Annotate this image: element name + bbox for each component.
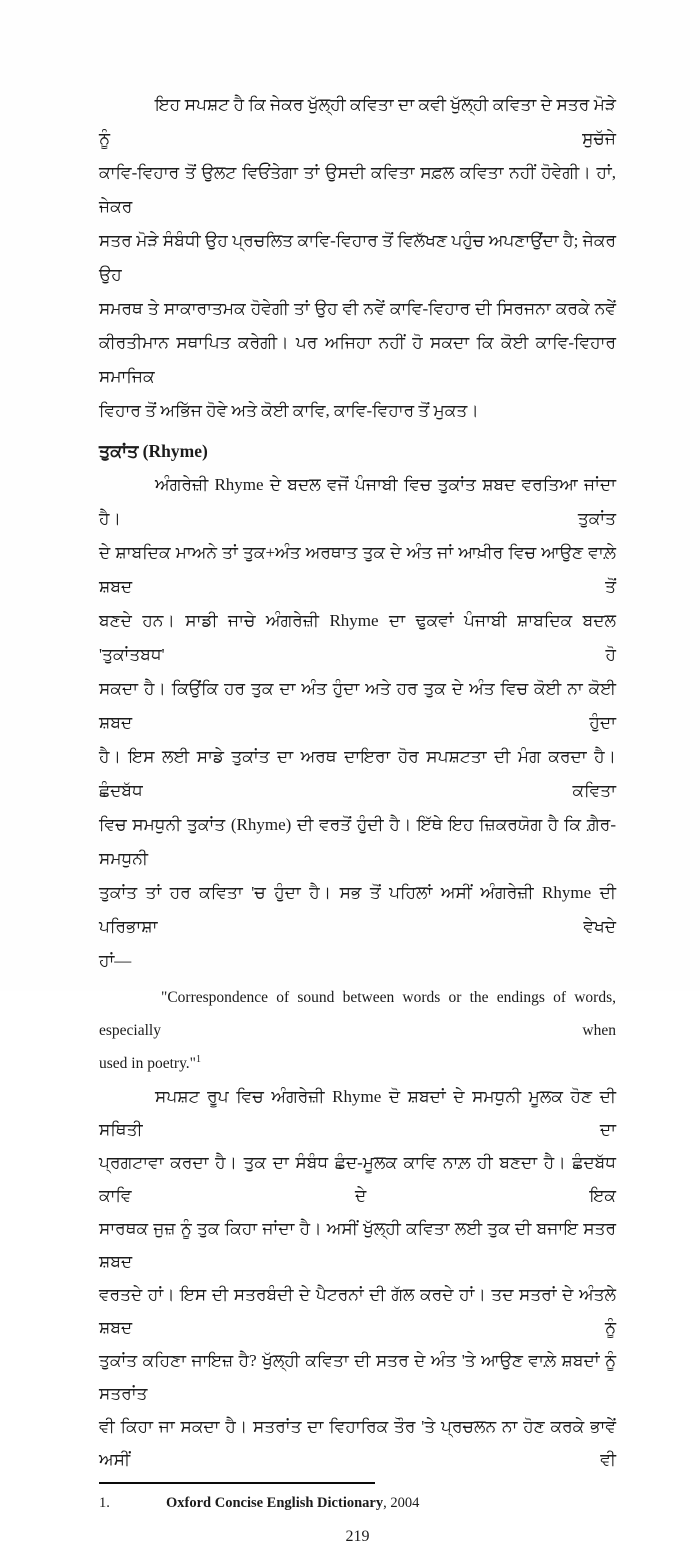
quote-line: "Correspondence of sound between words or the endings of words, especially when [99, 989, 616, 1039]
footnote-separator [99, 1482, 375, 1484]
text-column [99, 0, 616, 1548]
paragraph-line: ਵਰਤਦੇ ਹਾਂ। ਇਸ ਦੀ ਸਤਰਬੰਦੀ ਦੇ ਪੈਟਰਨਾਂ ਦੀ ਗੱਲ ਕਰਦੇ ਹਾਂ। ਤਦ ਸਤਰਾਂ ਦੇ ਅੰਤਲੇ ਸ਼ਬਦ ਨੂੰ [99, 1285, 616, 1337]
paragraph-line: ਸਤਰ ਮੋੜੇ ਸੰਬੰਧੀ ਉਹ ਪ੍ਰਚਲਿਤ ਕਾਵਿ-ਵਿਹਾਰ ਤੋਂ ਵਿਲੱਖਣ ਪਹੁੰਚ ਅਪਣਾਉਂਦਾ ਹੈ; ਜੇਕਰ ਉਹ [99, 231, 616, 284]
footnote-reference: 1 [196, 1053, 202, 1065]
paragraph-line: ਦੇ ਸ਼ਾਬਦਿਕ ਮਾਅਨੇ ਤਾਂ ਤੁਕ+ਅੰਤ ਅਰਥਾਤ ਤੁਕ ਦੇ ਅੰਤ ਜਾਂ ਆਖ਼ੀਰ ਵਿਚ ਆਉਣ ਵਾਲ਼ੇ ਸ਼ਬਦ ਤੋਂ [99, 543, 616, 596]
footnote-source-year: , 2004 [383, 1495, 420, 1511]
paragraph-1 [99, 0, 616, 428]
section-heading [99, 434, 616, 468]
quote-line [99, 1047, 616, 1080]
paragraph-2 [99, 468, 616, 978]
paragraph-line: ਹੈ। ਇਸ ਲਈ ਸਾਡੇ ਤੁਕਾਂਤ ਦਾ ਅਰਥ ਦਾਇਰਾ ਹੋਰ ਸਪਸ਼ਟਤਾ ਦੀ ਮੰਗ ਕਰਦਾ ਹੈ। ਛੰਦਬੱਧ ਕਵਿਤਾ [99, 747, 616, 800]
paragraph-3 [99, 1080, 616, 1476]
paragraph-line: ਕਾਵਿ-ਵਿਹਾਰ ਤੋਂ ਉਲਟ ਵਿਓਂਤੇਗਾ ਤਾਂ ਉਸਦੀ ਕਵਿਤਾ ਸਫ਼ਲ ਕਵਿਤਾ ਨਹੀਂ ਹੋਵੇਗੀ। ਹਾਂ, ਜੇਕਰ [99, 163, 616, 216]
section-heading-latin: (Rhyme) [142, 441, 208, 461]
paragraph-line: ਸਕਦਾ ਹੈ। ਕਿਉਂਕਿ ਹਰ ਤੁਕ ਦਾ ਅੰਤ ਹੁੰਦਾ ਅਤੇ ਹਰ ਤੁਕ ਦੇ ਅੰਤ ਵਿਚ ਕੋਈ ਨਾ ਕੋਈ ਸ਼ਬਦ ਹੁੰਦਾ [99, 679, 616, 732]
paragraph-line: ਬਣਦੇ ਹਨ। ਸਾਡੀ ਜਾਚੇ ਅੰਗਰੇਜ਼ੀ Rhyme ਦਾ ਢੁਕਵਾਂ ਪੰਜਾਬੀ ਸ਼ਾਬਦਿਕ ਬਦਲ 'ਤੁਕਾਂਤਬਧ' ਹੋ [99, 611, 616, 664]
paragraph-line: ਵਿਚ ਸਮਧੁਨੀ ਤੁਕਾਂਤ (Rhyme) ਦੀ ਵਰਤੋਂ ਹੁੰਦੀ ਹੈ। ਇੱਥੇ ਇਹ ਜ਼ਿਕਰਯੋਗ ਹੈ ਕਿ ਗ਼ੈਰ-ਸਮਧੁਨੀ [99, 815, 616, 868]
paragraph-line: ਸਪਸ਼ਟ ਰੂਪ ਵਿਚ ਅੰਗਰੇਜ਼ੀ Rhyme ਦੋ ਸ਼ਬਦਾਂ ਦੇ ਸਮਧੁਨੀ ਮੂਲਕ ਹੋਣ ਦੀ ਸਥਿਤੀ ਦਾ [99, 1087, 616, 1139]
paragraph-line: ਤੁਕਾਂਤ ਕਹਿਣਾ ਜਾਇਜ਼ ਹੈ? ਖੁੱਲ੍ਹੀ ਕਵਿਤਾ ਦੀ ਸਤਰ ਦੇ ਅੰਤ 'ਤੇ ਆਉਣ ਵਾਲ਼ੇ ਸ਼ਬਦਾਂ ਨੂੰ ਸਤਰਾਂਤ [99, 1351, 616, 1403]
footnote-number: 1. [99, 1495, 110, 1511]
paragraph-line: ਵੀ ਕਿਹਾ ਜਾ ਸਕਦਾ ਹੈ। ਸਤਰਾਂਤ ਦਾ ਵਿਹਾਰਿਕ ਤੌਰ 'ਤੇ ਪ੍ਰਚਲਨ ਨਾ ਹੋਣ ਕਰਕੇ ਭਾਵੇਂ ਅਸੀਂ ਵੀ [99, 1417, 616, 1469]
paragraph-line: ਪ੍ਰਗਟਾਵਾ ਕਰਦਾ ਹੈ। ਤੁਕ ਦਾ ਸੰਬੰਧ ਛੰਦ-ਮੂਲਕ ਕਾਵਿ ਨਾਲ਼ ਹੀ ਬਣਦਾ ਹੈ। ਛੰਦਬੱਧ ਕਾਵਿ ਦੇ ਇਕ [99, 1153, 616, 1205]
paragraph-line: ਸਾਰਥਕ ਜੁਜ਼ ਨੂੰ ਤੁਕ ਕਿਹਾ ਜਾਂਦਾ ਹੈ। ਅਸੀਂ ਖੁੱਲ੍ਹੀ ਕਵਿਤਾ ਲਈ ਤੁਕ ਦੀ ਬਜਾਇ ਸਤਰ ਸ਼ਬਦ [99, 1219, 616, 1271]
quote-text: used in poetry." [99, 1055, 197, 1072]
section-heading-gurmukhi: ਤੁਕਾਂਤ [99, 441, 139, 461]
paragraph-line: ਅੰਗਰੇਜ਼ੀ Rhyme ਦੇ ਬਦਲ ਵਜੋਂ ਪੰਜਾਬੀ ਵਿਚ ਤੁਕਾਂਤ ਸ਼ਬਦ ਵਰਤਿਆ ਜਾਂਦਾ ਹੈ। ਤੁਕਾਂਤ [99, 475, 616, 528]
english-quote [99, 981, 616, 1080]
paragraph-line: ਹਾਂ— [99, 951, 132, 970]
paragraph-line: ਤੁਕਾਂਤ ਤਾਂ ਹਰ ਕਵਿਤਾ 'ਚ ਹੁੰਦਾ ਹੈ। ਸਭ ਤੋਂ ਪਹਿਲਾਂ ਅਸੀਂ ਅੰਗਰੇਜ਼ੀ Rhyme ਦੀ ਪਰਿਭਾਸ਼ਾ ਵੇਖਦੇ [99, 883, 616, 936]
paragraph-line: ਸਮਰਥ ਤੇ ਸਾਕਾਰਾਤਮਕ ਹੋਵੇਗੀ ਤਾਂ ਉਹ ਵੀ ਨਵੇਂ ਕਾਵਿ-ਵਿਹਾਰ ਦੀ ਸਿਰਜਨਾ ਕਰਕੇ ਨਵੇਂ [99, 299, 616, 318]
paragraph-line: ਕੀਰਤੀਮਾਨ ਸਥਾਪਿਤ ਕਰੇਗੀ। ਪਰ ਅਜਿਹਾ ਨਹੀਂ ਹੋ ਸਕਦਾ ਕਿ ਕੋਈ ਕਾਵਿ-ਵਿਹਾਰ ਸਮਾਜਿਕ [99, 333, 616, 386]
footnote-source-title: Oxford Concise English Dictionary [166, 1495, 384, 1511]
paragraph-line: ਵਿਹਾਰ ਤੋਂ ਅਭਿੱਜ ਹੋਵੇ ਅਤੇ ਕੋਈ ਕਾਵਿ, ਕਾਵਿ-ਵਿਹਾਰ ਤੋਂ ਮੁਕਤ। [99, 401, 479, 420]
paragraph-line: ਇਹ ਸਪਸ਼ਟ ਹੈ ਕਿ ਜੇਕਰ ਖੁੱਲ੍ਹੀ ਕਵਿਤਾ ਦਾ ਕਵੀ ਖੁੱਲ੍ਹੀ ਕਵਿਤਾ ਦੇ ਸਤਰ ਮੋੜੇ ਨੂੰ ਸੁਚੱਜੇ [99, 95, 616, 148]
page-number: 219 [345, 1528, 370, 1545]
footnote [99, 1493, 616, 1513]
